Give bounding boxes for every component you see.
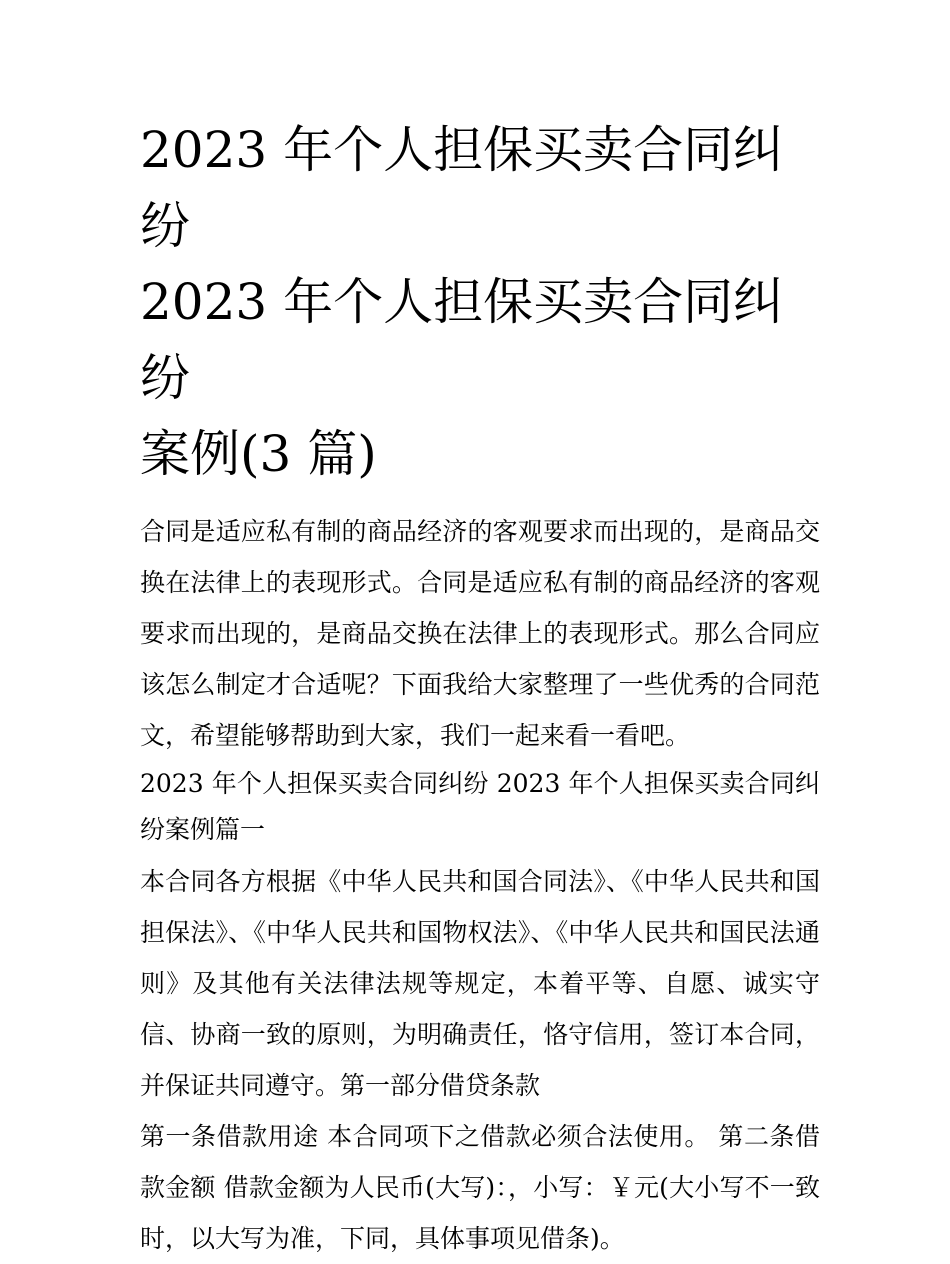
- section-heading: 2023 年个人担保买卖合同纠纷 2023 年个人担保买卖合同纠纷案例篇一: [140, 769, 820, 844]
- title-line-1: 2023 年个人担保买卖合同纠纷: [140, 121, 784, 255]
- title-line-2: 2023 年个人担保买卖合同纠纷: [140, 273, 784, 407]
- document-page: [140, 112, 820, 1264]
- intro-paragraph: 合同是适应私有制的商品经济的客观要求而出现的，是商品交换在法律上的表现形式。合同是适应私有制的商品经济的客观要求而出现的，是商品交换在法律上的表现形式。那么合同应该怎么制定才合适呢？下面我给大家整理了一些优秀的合同范文，希望能够帮助到大家，我们一起来看一看吧。: [140, 517, 820, 750]
- body-paragraph-2: 第一条借款用途 本合同项下之借款必须合法使用。 第二条借款金额 借款金额为人民币(大写)：，小写：￥元(大小写不一致时，以大写为准，下同，具体事项见借条)。: [140, 1122, 820, 1253]
- document-title: [140, 112, 820, 492]
- body-paragraph-1: 本合同各方根据《中华人民共和国合同法》、《中华人民共和国担保法》、《中华人民共和国物权法》、《中华人民共和国民法通则》及其他有关法律法规等规定，本着平等、自愿、诚实守信、协商一致的原则，为明确责任，恪守信用，签订本合同，并保证共同遵守。第一部分借贷条款: [140, 867, 820, 1100]
- title-line-3: 案例(3 篇): [140, 425, 377, 483]
